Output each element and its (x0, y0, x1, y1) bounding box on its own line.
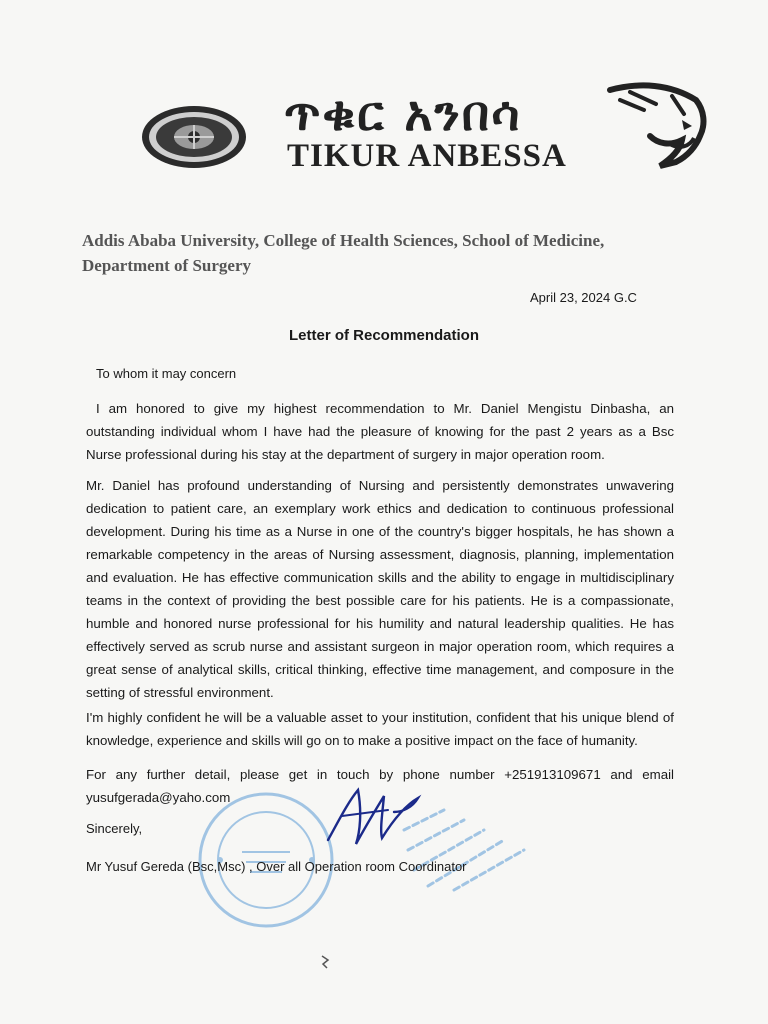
handwritten-signature-icon (318, 782, 428, 852)
stray-mark-icon (318, 952, 332, 970)
institution-line-1: Addis Ababa University, College of Health Sciences, School of Medicine, (82, 231, 605, 250)
salutation: To whom it may concern (96, 366, 237, 381)
brand-english: TIKUR ANBESSA (287, 138, 567, 174)
signatory: Mr Yusuf Gereda (Bsc,Msc) , Over all Operation room Coordinator (86, 859, 467, 874)
paragraph-1: I am honored to give my highest recommendation to Mr. Daniel Mengistu Dinbasha, an outstanding individual whom I have had the pleasure of knowing for the past 2 years as a Bsc Nurse professional during his stay at the department of surgery in major operation room. (86, 401, 674, 462)
lion-head-icon (600, 80, 710, 172)
paragraph-3: I'm highly confident he will be a valuable asset to your institution, confident that his unique blend of knowledge, experience and skills will go on to make a positive impact on the face of humanity. (86, 710, 674, 748)
letter-date: April 23, 2024 G.C (530, 290, 637, 305)
closing: Sincerely, (86, 821, 143, 836)
paragraph-4: For any further detail, please get in touch by phone number +251913109671 and email yusufgerada@yaho.com (86, 767, 674, 805)
paragraph-2: Mr. Daniel has profound understanding of Nursing and persistently demonstrates unwavering dedication to patient care, an exemplary work ethics and dedication to continuous professional development. During his time as a Nurse in one of the country's bigger hospitals, he has shown a remarkable competency in the areas of Nursing assessment, diagnosis, planning, implementation and evaluation. He has effective communication skills and the ability to engage in multidisciplinary teams in the context of providing the best possible care for his patients. He is a compassionate, humble and honored nurse professional for his humility and natural leadership qualities. He has effectively served as scrub nurse and assistant surgeon in major operation room, which requires a great sense of analytical skills, critical thinking, effective time management, and composure in the setting of stressful environment. (86, 478, 674, 700)
letter-title: Letter of Recommendation (288, 327, 480, 344)
institution-line-2: Department of Surgery (82, 256, 252, 275)
institution-block (82, 228, 682, 278)
brand-amharic: ጥቁር አንበሳ (284, 86, 522, 142)
university-seal-icon (140, 104, 248, 170)
